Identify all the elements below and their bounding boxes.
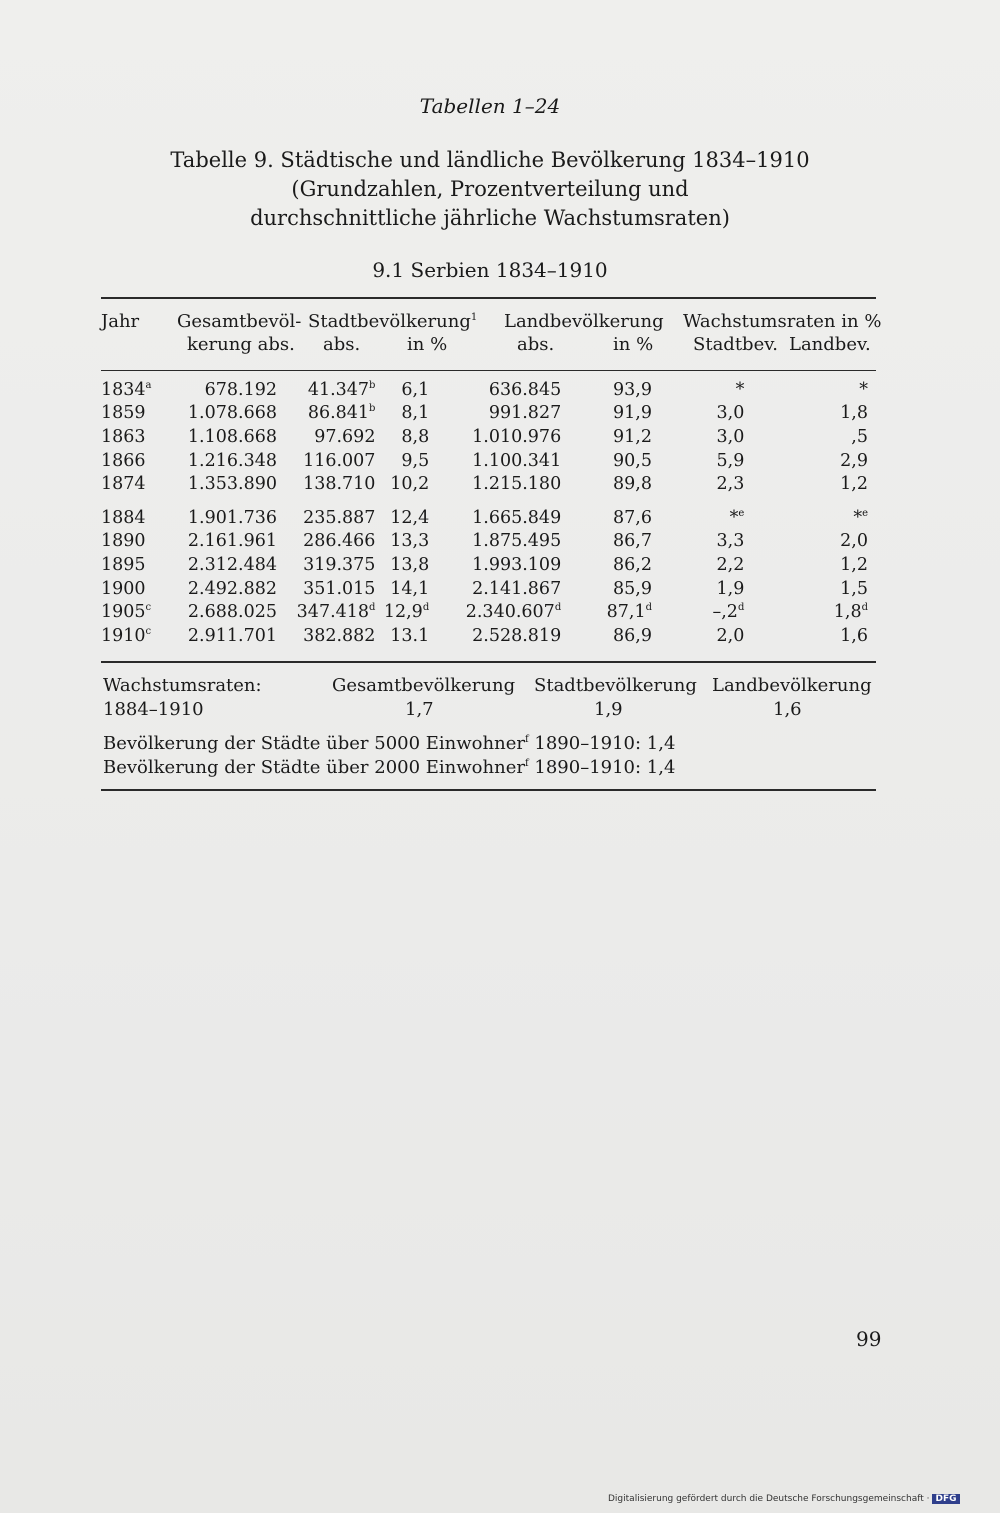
cell-wachstum-land-value: * [859,379,868,400]
header-land: Landbevölkerung [504,311,664,332]
cell-wachstum-land [744,425,876,449]
cell-stadt-abs-value: 347.418 [296,602,370,623]
cell-gesamt [175,425,277,449]
cell-jahr [101,496,175,530]
cell-jahr [101,600,175,624]
cell-land-abs [429,530,561,554]
cell-wachstum-stadt [652,378,744,402]
cell-wachstum-stadt-value: 3,0 [716,426,745,447]
cell-wachstum-stadt-value: –,2 [712,602,738,623]
cell-stadt-pct-value: 14,1 [390,578,430,599]
cell-stadt-pct-value: 13,8 [390,554,430,575]
table-row [101,425,876,449]
cell-stadt-abs [277,530,375,554]
header-stadt-abs: abs. [323,334,361,355]
cell-gesamt [175,402,277,426]
cell-stadt-abs [277,577,375,601]
cell-jahr [101,449,175,473]
table-row [101,496,876,530]
cell-land-pct [561,449,652,473]
cell-land-abs-value: 991.827 [488,403,562,424]
cell-wachstum-stadt [652,600,744,624]
cell-stadt-pct-value: 8,1 [401,403,430,424]
footnote-marker: c [145,602,152,614]
cell-wachstum-stadt [652,530,744,554]
cell-land-pct-value: 86,2 [613,554,652,575]
cell-jahr-value: 1900 [101,578,146,599]
cell-wachstum-land-value: 1,8 [833,602,862,623]
cell-wachstum-land [744,553,876,577]
cell-wachstum-stadt-value: 3,0 [716,403,745,424]
cell-gesamt [175,496,277,530]
cell-wachstum-land-value: * [853,507,863,528]
cell-land-abs [429,402,561,426]
cell-jahr [101,624,175,648]
table-title [0,146,980,233]
cell-land-abs-value: 1.010.976 [472,426,562,447]
summary-line-tail: 1890–1910: 1,4 [528,757,676,778]
cell-wachstum-land-value: 1,2 [840,474,868,495]
cell-stadt-pct [375,577,429,601]
cell-land-abs-value: 2.340.607 [465,602,555,623]
cell-wachstum-stadt-value: 5,9 [716,450,745,471]
cell-stadt-abs [277,378,375,402]
footnote-marker: a [145,379,152,391]
cell-stadt-abs-value: 41.347 [307,379,370,400]
title-line: (Grundzahlen, Prozentverteilung und [291,177,689,201]
cell-gesamt [175,530,277,554]
cell-land-pct [561,600,652,624]
summary-label: Wachstumsraten: [103,675,262,696]
cell-stadt-pct [375,553,429,577]
table-row [101,600,876,624]
footnote-marker: f [524,734,529,745]
cell-wachstum-stadt [652,402,744,426]
page-number: 99 [856,1327,882,1351]
cell-wachstum-land [744,402,876,426]
title-line: Tabelle 9. Städtische und ländliche Bevölkerung 1834–1910 [170,148,810,172]
cell-jahr [101,530,175,554]
cell-wachstum-stadt-value: * [729,507,739,528]
cell-gesamt-value: 1.108.668 [187,426,277,447]
cell-gesamt [175,378,277,402]
summary-val-gesamt: 1,7 [405,699,434,720]
cell-wachstum-land [744,624,876,648]
footnote-marker: d [369,602,376,614]
cell-wachstum-stadt-value: * [735,379,745,400]
cell-land-pct [561,472,652,496]
footnote-marker: b [369,403,376,415]
cell-land-pct [561,624,652,648]
cell-stadt-abs [277,553,375,577]
cell-wachstum-stadt [652,553,744,577]
cell-wachstum-stadt [652,425,744,449]
cell-stadt-pct-value: 12,4 [390,507,430,528]
table-row [101,402,876,426]
footnote-marker: d [737,602,745,614]
cell-land-abs [429,624,561,648]
cell-gesamt [175,449,277,473]
summary-val-land: 1,6 [773,699,802,720]
cell-stadt-pct-value: 8,8 [401,426,430,447]
header-gesamt-line2: kerung abs. [187,334,295,355]
table-row [101,553,876,577]
cell-jahr [101,378,175,402]
cell-stadt-abs-value: 319.375 [303,554,376,575]
cell-wachstum-land-value: 2,9 [840,450,868,471]
cell-stadt-pct [375,600,429,624]
cell-land-abs-value: 636.845 [488,379,562,400]
summary-bottom-rule [101,789,876,791]
summary-period: 1884–1910 [103,699,204,720]
footnote-marker: d [645,602,652,614]
cell-land-pct-value: 85,9 [613,578,652,599]
cell-land-abs-value: 1.665.849 [472,507,562,528]
cell-stadt-abs-value: 97.692 [314,426,376,447]
summary-col-stadt: Stadtbevölkerung [534,675,697,696]
cell-gesamt-value: 2.911.701 [187,625,277,646]
cell-gesamt [175,472,277,496]
header-jahr: Jahr [101,311,140,332]
summary-col-land: Landbevölkerung [712,675,872,696]
cell-stadt-abs-value: 235.887 [303,507,376,528]
population-table [101,378,876,648]
cell-stadt-pct [375,496,429,530]
cell-land-pct-value: 90,5 [613,450,652,471]
cell-land-pct-value: 91,9 [613,403,652,424]
cell-jahr-value: 1890 [101,531,146,552]
cell-wachstum-stadt-value: 2,3 [716,474,745,495]
cell-stadt-abs [277,425,375,449]
cell-land-abs-value: 1.100.341 [472,450,562,471]
header-wachstum: Wachstumsraten in % [683,311,882,332]
summary-line-tail: 1890–1910: 1,4 [528,733,676,754]
summary-line-5000 [103,733,675,754]
cell-stadt-pct-value: 9,5 [401,450,430,471]
footnote-marker: b [369,379,376,391]
cell-land-pct [561,402,652,426]
cell-land-pct [561,530,652,554]
table-subtitle: 9.1 Serbien 1834–1910 [372,258,608,282]
cell-land-pct-value: 87,6 [613,507,652,528]
cell-jahr-value: 1910 [101,625,146,646]
cell-gesamt-value: 2.161.961 [187,531,277,552]
cell-wachstum-land [744,577,876,601]
cell-gesamt-value: 2.688.025 [187,602,277,623]
cell-wachstum-stadt [652,624,744,648]
cell-gesamt [175,624,277,648]
cell-wachstum-stadt [652,577,744,601]
cell-land-abs [429,425,561,449]
cell-stadt-pct [375,449,429,473]
summary-line-2000 [103,757,675,778]
table-row [101,577,876,601]
table-row [101,530,876,554]
cell-gesamt-value: 1.353.890 [187,474,277,495]
cell-jahr-value: 1884 [101,507,146,528]
cell-stadt-abs-value: 286.466 [303,531,376,552]
cell-land-pct [561,553,652,577]
cell-stadt-pct [375,624,429,648]
cell-stadt-pct [375,472,429,496]
cell-land-pct-value: 91,2 [613,426,652,447]
footnote-marker: d [422,602,430,614]
cell-wachstum-land [744,600,876,624]
cell-land-abs-value: 1.993.109 [472,554,562,575]
cell-wachstum-stadt [652,472,744,496]
cell-gesamt [175,553,277,577]
cell-stadt-abs-value: 138.710 [303,474,376,495]
dfg-logo: DFG [932,1494,959,1504]
cell-jahr [101,577,175,601]
cell-stadt-pct-value: 13,3 [390,531,430,552]
cell-wachstum-stadt-value: 1,9 [716,578,745,599]
header-gesamt-line1: Gesamtbevöl- [177,311,302,332]
cell-wachstum-land-value: 1,2 [840,554,868,575]
cell-gesamt-value: 678.192 [204,379,277,400]
cell-jahr [101,402,175,426]
cell-wachstum-land-value: 1,5 [840,578,868,599]
cell-stadt-pct-value: 10,2 [390,474,430,495]
cell-gesamt-value: 1.078.668 [187,403,277,424]
cell-stadt-pct-value: 13.1 [390,625,430,646]
cell-stadt-abs [277,600,375,624]
cell-jahr-value: 1859 [101,403,146,424]
cell-land-pct [561,577,652,601]
footnote-marker: d [861,602,868,614]
cell-gesamt-value: 2.312.484 [187,554,277,575]
cell-stadt-abs [277,472,375,496]
cell-gesamt-value: 2.492.882 [187,578,277,599]
cell-jahr-value: 1863 [101,426,146,447]
cell-wachstum-land-value: 1,8 [840,403,868,424]
summary-val-stadt: 1,9 [594,699,623,720]
cell-stadt-abs [277,624,375,648]
top-rule [101,297,876,299]
running-head: Tabellen 1–24 [419,94,561,118]
cell-stadt-abs-value: 382.882 [303,625,376,646]
cell-land-abs-value: 1.215.180 [472,474,562,495]
footnote-marker: c [145,625,152,637]
cell-stadt-pct [375,530,429,554]
table-bottom-rule [101,661,876,663]
cell-stadt-pct-value: 12,9 [383,602,423,623]
summary-line-text: Bevölkerung der Städte über 5000 Einwohner [103,733,525,754]
table-row [101,378,876,402]
cell-gesamt [175,577,277,601]
footnote-marker: d [554,602,562,614]
table-row [101,624,876,648]
cell-land-pct-value: 93,9 [613,379,652,400]
cell-wachstum-stadt [652,496,744,530]
cell-land-pct [561,378,652,402]
cell-land-pct-value: 87,1 [606,602,646,623]
cell-land-abs-value: 2.528.819 [472,625,562,646]
cell-wachstum-stadt-value: 2,0 [716,625,745,646]
title-line: durchschnittliche jährliche Wachstumsraten) [250,206,730,230]
cell-jahr [101,553,175,577]
cell-wachstum-land-value: 2,0 [840,531,868,552]
table-row [101,472,876,496]
cell-gesamt-value: 1.216.348 [187,450,277,471]
cell-jahr-value: 1866 [101,450,146,471]
cell-land-abs [429,449,561,473]
header-wachstum-stadt: Stadtbev. [693,334,778,355]
cell-gesamt-value: 1.901.736 [187,507,277,528]
cell-land-pct [561,496,652,530]
header-stadt-label: Stadtbevölkerung [308,311,471,332]
footnote-marker: 1 [470,312,478,323]
cell-wachstum-land-value: ,5 [851,426,868,447]
cell-stadt-abs [277,449,375,473]
cell-wachstum-land [744,496,876,530]
header-stadt [308,311,477,332]
cell-land-abs-value: 1.875.495 [472,531,562,552]
digitization-note [608,1494,960,1504]
cell-land-abs [429,600,561,624]
footnote-marker: e [862,507,868,519]
cell-land-abs [429,553,561,577]
footnote-marker: e [738,507,745,519]
cell-stadt-pct-value: 6,1 [401,379,430,400]
cell-wachstum-land [744,449,876,473]
cell-wachstum-stadt-value: 2,2 [716,554,745,575]
cell-jahr [101,472,175,496]
summary-col-gesamt: Gesamtbevölkerung [332,675,516,696]
cell-land-abs [429,472,561,496]
cell-gesamt [175,600,277,624]
cell-wachstum-land-value: 1,6 [840,625,868,646]
cell-wachstum-land [744,378,876,402]
header-land-abs: abs. [517,334,555,355]
cell-land-abs [429,496,561,530]
cell-land-pct-value: 89,8 [613,474,652,495]
header-land-pct: in % [613,334,654,355]
cell-land-abs [429,378,561,402]
header-rule [101,370,876,371]
cell-jahr-value: 1834 [101,379,146,400]
cell-stadt-abs-value: 351.015 [303,578,376,599]
cell-stadt-abs-value: 116.007 [303,450,376,471]
cell-stadt-abs [277,496,375,530]
cell-land-pct-value: 86,9 [613,625,652,646]
summary-line-text: Bevölkerung der Städte über 2000 Einwohner [103,757,525,778]
cell-stadt-pct [375,425,429,449]
cell-wachstum-stadt-value: 3,3 [716,531,745,552]
cell-stadt-pct [375,378,429,402]
cell-jahr-value: 1874 [101,474,146,495]
digitization-text: Digitalisierung gefördert durch die Deutsche Forschungsgemeinschaft · [608,1494,930,1504]
cell-stadt-abs [277,402,375,426]
cell-wachstum-land [744,530,876,554]
cell-jahr-value: 1895 [101,554,146,575]
cell-land-abs [429,577,561,601]
header-stadt-pct: in % [407,334,448,355]
cell-stadt-pct [375,402,429,426]
cell-jahr-value: 1905 [101,602,146,623]
cell-wachstum-land [744,472,876,496]
cell-wachstum-stadt [652,449,744,473]
header-wachstum-land: Landbev. [789,334,871,355]
table-row [101,449,876,473]
cell-land-pct-value: 86,7 [613,531,652,552]
cell-land-abs-value: 2.141.867 [472,578,562,599]
cell-stadt-abs-value: 86.841 [307,403,370,424]
cell-land-pct [561,425,652,449]
footnote-marker: f [524,758,529,769]
cell-jahr [101,425,175,449]
